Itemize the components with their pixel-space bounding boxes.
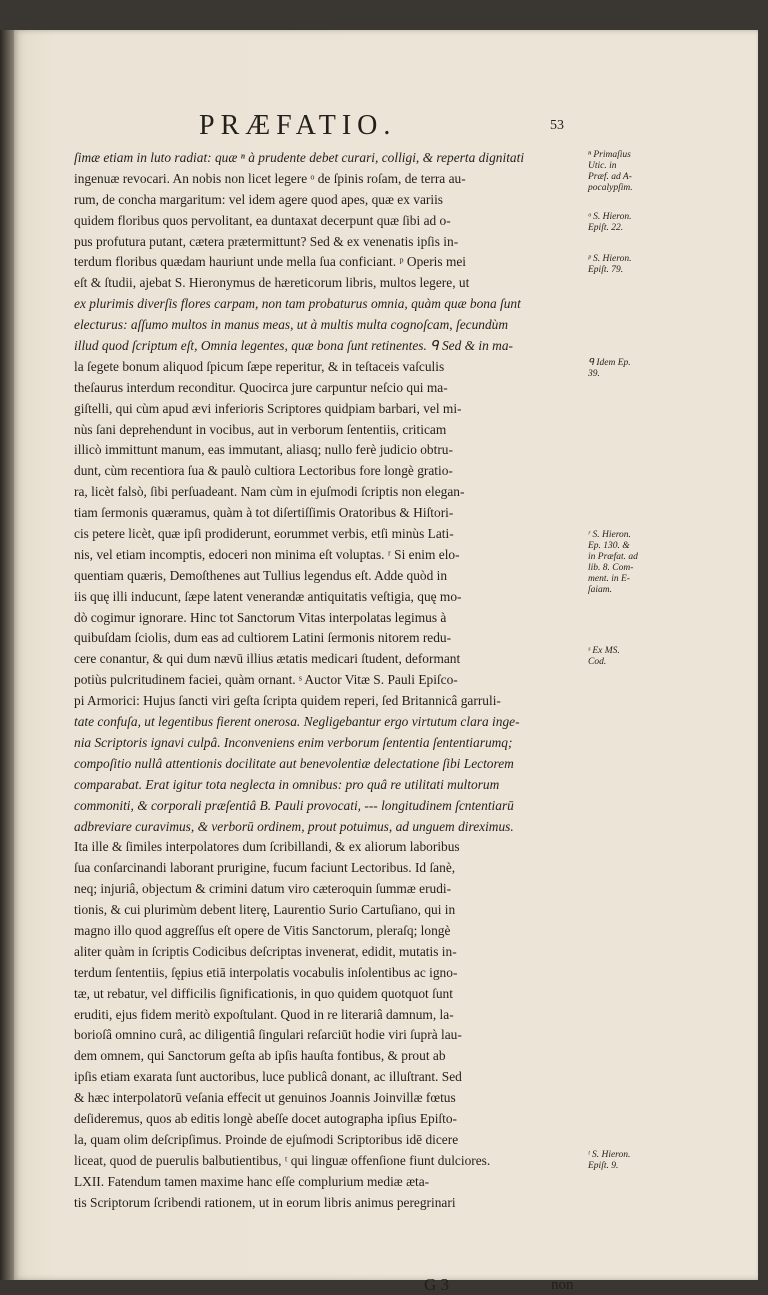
margin-note bbox=[588, 530, 674, 596]
text-line: iis quę illi inducunt, ſæpe latent venerandæ antiquitatis veſtigia, quę mo- bbox=[74, 588, 462, 604]
text-line: electurus: aſſumo multos in manus meas, ut à multis multa cognoſcam, ſecundùm bbox=[74, 317, 509, 333]
margin-note-line: ᵒ S. Hieron. bbox=[588, 212, 632, 222]
text-line: la, quam olim deſcripſimus. Proinde de ejuſmodi Scriptoribus idē dicere bbox=[74, 1131, 459, 1147]
margin-note-line: in Præfat. ad bbox=[588, 552, 638, 562]
text-line: quibuſdam ſciolis, dum eas ad cultiorem Latini ſermonis nitorem redu- bbox=[74, 630, 452, 646]
text-line: adbreviare curavimus, & verborū ordinem, prout potuimus, ad unguem direximus. bbox=[74, 818, 514, 834]
margin-note-line: Epiſt. 22. bbox=[588, 223, 624, 233]
text-line: borioſâ omnino curâ, ac diligentiâ ſingulari reſarciūt hodie viri ſuprà lau- bbox=[74, 1027, 462, 1043]
book-page bbox=[14, 30, 758, 1294]
text-line: liceat, quod de puerulis balbutientibus, ᵗ qui linguæ offenſione fiunt dulciores. bbox=[74, 1152, 491, 1168]
text-line: tate confuſa, ut legentibus fierent onerosa. Negligebantur ergo virtutum clara inge- bbox=[74, 714, 520, 730]
text-line: deſideremus, quos ab editis longè abeſſe docet autographa ipſius Epiſto- bbox=[74, 1110, 458, 1126]
text-line: & hæc interpolatorū veſania effecit ut genuinos Joannis Joinvillæ fœtus bbox=[74, 1090, 456, 1106]
margin-note-line: Epiſt. 9. bbox=[588, 1161, 619, 1171]
text-line: terdum ſententiis, ſępius etiā interpolatis vocabulis inſolentibus ac igno- bbox=[74, 964, 458, 980]
text-line: eſt & ſtudii, ajebat S. Hieronymus de hæreticorum libris, multos legere, ut bbox=[74, 275, 470, 291]
text-line: cere conantur, & qui dum nævū illius ætatis medicari ſtudent, deformant bbox=[74, 651, 461, 667]
text-line: ra, licèt falsò, ſibi perſuadeant. Nam cùm in ejuſmodi ſcriptis non elegan- bbox=[74, 484, 465, 500]
text-line: theſaurus interdum reconditur. Quocirca jure carpuntur neſcio qui ma- bbox=[74, 379, 448, 395]
margin-note-line: Cod. bbox=[588, 657, 607, 667]
text-line: commoniti, & corporali præſentiâ B. Pauli provocati, --- longitudinem ſcntentiarū bbox=[74, 797, 514, 813]
margin-note-line: pocalypſim. bbox=[588, 183, 633, 193]
text-line: quidem floribus quos pervolitant, ea duntaxat decerpunt quæ ſibi ad o- bbox=[74, 212, 451, 228]
text-line: magno illo quod aggreſſus eſt opere de Vitis Sanctorum, pleraſq; longè bbox=[74, 922, 451, 938]
margin-note-line: ⁿ Primaſius bbox=[588, 150, 631, 160]
margin-note-line: ment. in E- bbox=[588, 574, 630, 584]
margin-note-line: ᵖ S. Hieron. bbox=[588, 254, 632, 264]
text-line: pus profutura putant, cætera prætermittunt? Sed & ex venenatis ipſis in- bbox=[74, 233, 459, 249]
text-line: compoſitio nullâ attentionis docilitate aut benevolentiæ delectatione ſibi Lectorem bbox=[74, 755, 514, 771]
margin-note-line: ᵗ S. Hieron. bbox=[588, 1150, 631, 1160]
text-line: ingenuæ revocari. An nobis non licet legere ᵒ de ſpinis roſam, de terra au- bbox=[74, 170, 466, 186]
text-line: nùs ſani deprehendunt in vocibus, aut in verborum ſententiis, criticam bbox=[74, 421, 447, 437]
text-line: la ſegete bonum aliquod ſpicum ſæpe reperitur, & in teſtaceis vaſculis bbox=[74, 358, 445, 374]
margin-note-line: Epiſt. 79. bbox=[588, 265, 624, 275]
text-line: cis petere licèt, quæ ipſi prodiderunt, eorummet verbis, etſi minùs Lati- bbox=[74, 526, 454, 542]
text-line: tis Scriptorum ſcribendi rationem, ut in eorum libris animus peregrinari bbox=[74, 1194, 456, 1210]
page-number: 53 bbox=[550, 118, 564, 133]
margin-note-line: 39. bbox=[588, 369, 600, 379]
text-line: giſtelli, qui cùm apud ævi inferioris Scriptores quidpiam barbari, vel mi- bbox=[74, 400, 462, 416]
text-line: nia Scriptoris ignavi culpâ. Inconveniens enim verborum ſententia ſententiarumq; bbox=[74, 734, 513, 750]
text-line: quentiam quæris, Demoſthenes aut Tullius legendus eſt. Adde quòd in bbox=[74, 567, 448, 583]
margin-note bbox=[588, 212, 674, 234]
text-line: dò cogimur ignorare. Hinc tot Sanctorum Vitas interpolatas legimus à bbox=[74, 609, 447, 625]
text-line: aliter quàm in ſcriptis Codicibus deſcriptas invenerat, edidit, mutatis in- bbox=[74, 943, 457, 959]
text-line: dunt, cùm recentiora ſua & paulò cultiora Lectoribus fore longè gratio- bbox=[74, 463, 453, 479]
text-line: Ita ille & ſimiles interpolatores dum ſcribillandi, & ex aliorum laboribus bbox=[74, 839, 460, 855]
text-line: ſimæ etiam in luto radiat: quæ ⁿ à prudente debet curari, colligi, & reperta dignitati bbox=[74, 150, 525, 165]
text-line: dem omnem, qui Sanctorum geſta ab ipſis hauſta fontibus, & prout ab bbox=[74, 1048, 446, 1064]
text-line: rum, de concha margaritum: vel idem agere quod apes, quæ ex variis bbox=[74, 191, 443, 207]
margin-note bbox=[588, 254, 674, 276]
text-line: illicò immittunt manum, eas immutant, aliasq; nullo ferè judicio obtru- bbox=[74, 442, 453, 458]
margin-note-line: ᑫ Idem Ep. bbox=[588, 358, 631, 368]
text-line: eruditi, ejus fidem meritò expoſtulant. Quod in re literariâ damnum, la- bbox=[74, 1006, 454, 1022]
margin-note-line: ſaiam. bbox=[588, 585, 613, 595]
text-line: nis, vel etiam incomptis, edoceri non minima eſt voluptas. ʳ Si enim elo- bbox=[74, 546, 460, 562]
margin-note-line: Ep. 130. & bbox=[588, 541, 630, 551]
body-text bbox=[74, 148, 584, 1213]
running-head: PRÆFATIO. bbox=[199, 110, 397, 141]
text-line: ipſis etiam exarata ſunt auctoribus, luce publicâ donant, ac illuſtrant. Sed bbox=[74, 1069, 462, 1085]
text-line: neq; injuriâ, objectum & crimini datum viro cæteroquin ſummæ erudi- bbox=[74, 881, 452, 897]
text-line: ſua conſarcinandi laborant prurigine, fucum faciunt Lectoribus. Id ſanè, bbox=[74, 860, 456, 876]
text-line: terdum floribus quædam hauriunt unde mella ſua conficiant. ᵖ Operis mei bbox=[74, 254, 467, 270]
text-line: comparabat. Erat igitur tota neglecta in omnibus: pro quâ re utilitati multorum bbox=[74, 776, 500, 792]
margin-note bbox=[588, 646, 674, 668]
margin-note bbox=[588, 358, 674, 380]
signature-mark: G 3 bbox=[424, 1275, 450, 1294]
margin-note-line: Præf. ad A- bbox=[588, 172, 632, 182]
text-line: ex plurimis diverſis flores carpam, non tam probaturus omnia, quàm quæ bona ſunt bbox=[74, 296, 521, 312]
margin-note-line: ʳ S. Hieron. bbox=[588, 530, 631, 540]
text-line: tiam ſermonis quæramus, quàm à tot diſertiſſimis Oratoribus & Hiſtori- bbox=[74, 505, 454, 521]
text-line: pi Armorici: Hujus ſancti viri geſta ſcripta quidem reperi, ſed Britannicâ garruli- bbox=[74, 693, 501, 709]
text-line: tionis, & cui plurimùm debent literę, Laurentio Surio Cartuſiano, qui in bbox=[74, 902, 456, 918]
margin-note bbox=[588, 1150, 674, 1172]
margin-note bbox=[588, 150, 674, 194]
catchword: non bbox=[551, 1277, 574, 1293]
text-line: potiùs pulcritudinem faciei, quàm ornant. ˢ Auctor Vitæ S. Pauli Epiſco- bbox=[74, 672, 458, 688]
text-line: LXII. Fatendum tamen maxime hanc eſſe complurium mediæ æta- bbox=[74, 1173, 430, 1189]
margin-note-line: ˢ Ex MS. bbox=[588, 646, 620, 656]
margin-note-line: lib. 8. Com- bbox=[588, 563, 634, 573]
margin-note-line: Utic. in bbox=[588, 161, 617, 171]
text-line: illud quod ſcriptum eſt, Omnia legentes, quæ bona ſunt retinentes. ᑫ Sed & in ma- bbox=[74, 338, 513, 354]
text-line: tæ, ut rebatur, vel difficilis ſignificationis, in quo quidem quotquot ſunt bbox=[74, 985, 453, 1001]
